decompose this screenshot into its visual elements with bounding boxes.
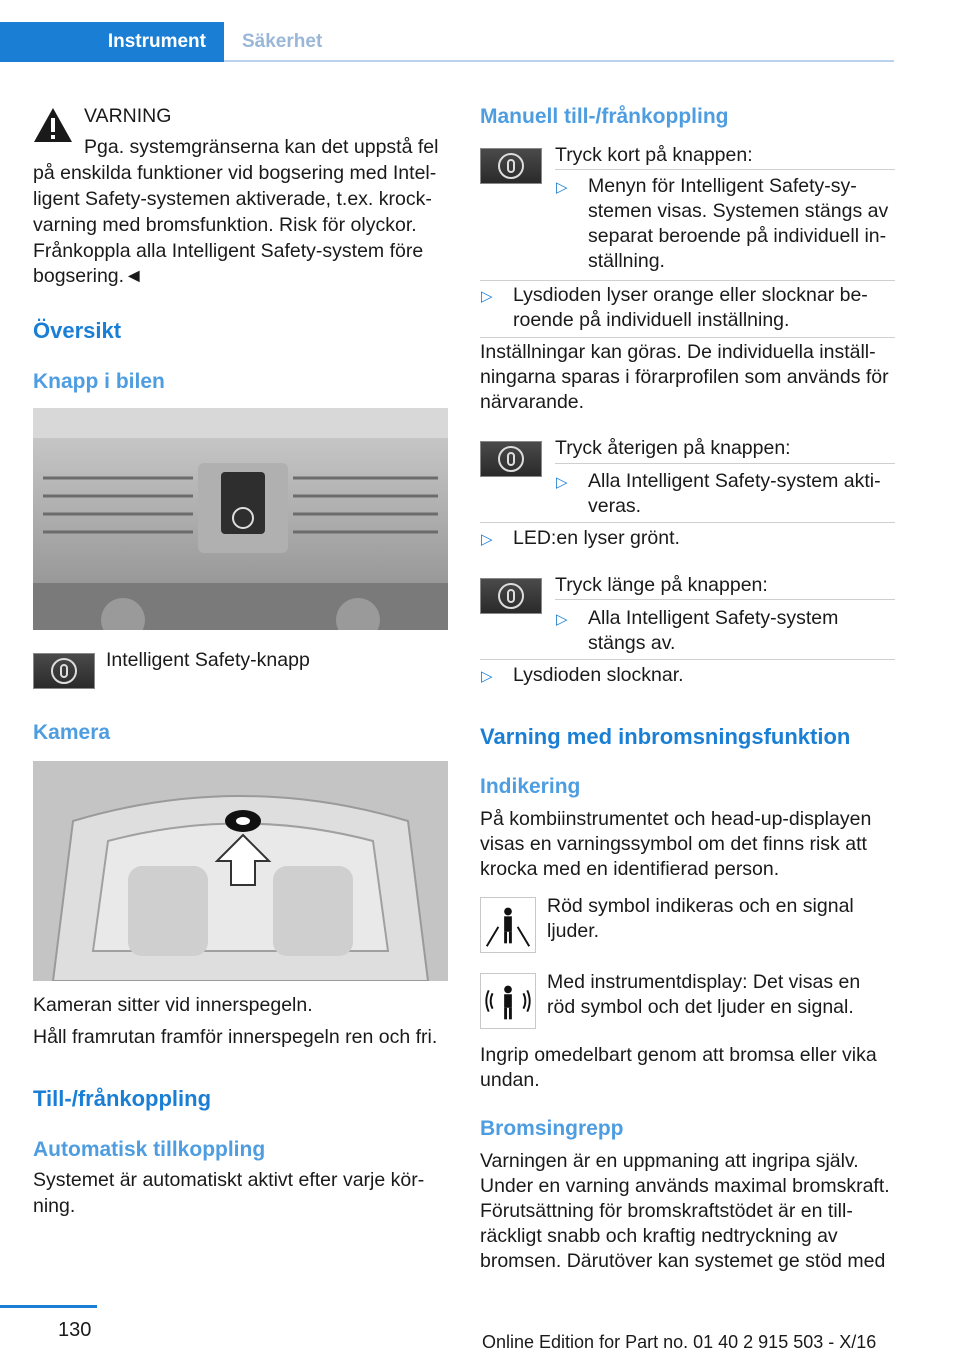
- pedestrian-signal-icon: [480, 973, 536, 1029]
- sym1-text: Röd symbol indikeras och en signal: [547, 895, 854, 917]
- step-text: Tryck länge på knappen:: [555, 574, 768, 596]
- warning-line: bogsering.◄: [33, 265, 144, 287]
- bullet-icon: ▷: [481, 288, 493, 305]
- camera-windshield-photo: [33, 761, 448, 981]
- bullet-icon: ▷: [481, 531, 493, 548]
- warning-line: på enskilda funktioner vid bogsering med Intel-: [33, 162, 437, 184]
- bullet-text: ställning.: [588, 250, 665, 272]
- broms-text: Varningen är en uppmaning att ingripa själv.: [480, 1150, 859, 1172]
- ingrip-text: undan.: [480, 1069, 540, 1091]
- intelligent-safety-button-icon: [33, 653, 95, 689]
- heading-automatisk-tillkoppling: Automatisk tillkoppling: [33, 1138, 266, 1161]
- edition-text: Online Edition for Part no. 01 40 2 915 503 - X/16: [482, 1332, 877, 1352]
- header-divider: [224, 60, 894, 62]
- step-text: Tryck kort på knappen:: [555, 144, 753, 166]
- bullet-text: roende på individuell inställning.: [513, 309, 790, 331]
- divider: [555, 599, 895, 600]
- bullet-icon: ▷: [556, 474, 568, 491]
- broms-text: Förutsättning för bromskraftstödet är en till-: [480, 1200, 853, 1222]
- settings-text: närvarande.: [480, 391, 585, 413]
- intelligent-safety-button-icon: [480, 578, 542, 614]
- heading-oversikt: Översikt: [33, 318, 122, 343]
- bullet-icon: ▷: [481, 668, 493, 685]
- divider: [480, 522, 895, 523]
- bullet-text: Menyn för Intelligent Safety-sy-: [588, 175, 857, 197]
- intelligent-safety-button-icon: [480, 441, 542, 477]
- warning-title: VARNING: [84, 105, 172, 127]
- warning-line: varning med bromsfunktion. Risk för olyckor.: [33, 214, 417, 236]
- bullet-text: Alla Intelligent Safety-system: [588, 607, 839, 629]
- warning-triangle-icon: [33, 107, 73, 143]
- divider: [555, 169, 895, 170]
- dashboard-button-photo: [33, 408, 448, 630]
- broms-text: bromsen. Därutöver kan systemet ge stöd med: [480, 1250, 886, 1272]
- indik-text: På kombiinstrumentet och head-up-displayen: [480, 808, 872, 830]
- divider: [480, 337, 895, 338]
- sym2-text: Med instrumentdisplay: Det visas en: [547, 971, 861, 993]
- warning-line: Pga. systemgränserna kan det uppstå fel: [84, 136, 439, 158]
- kamera-text: Håll framrutan framför innerspegeln ren och fri.: [33, 1026, 438, 1048]
- step-text: Tryck återigen på knappen:: [555, 437, 791, 459]
- sym1-text: ljuder.: [547, 920, 600, 942]
- bullet-text: LED:en lyser grönt.: [513, 527, 680, 549]
- heading-bromsingrepp: Bromsingrepp: [480, 1117, 624, 1140]
- pedestrian-warning-icon: [480, 897, 536, 953]
- divider: [555, 463, 895, 464]
- auto-text: ning.: [33, 1195, 76, 1217]
- bullet-text: separat beroende på individuell in-: [588, 225, 887, 247]
- warning-line: Frånkoppla alla Intelligent Safety-system före: [33, 240, 424, 262]
- bullet-text: veras.: [588, 495, 642, 517]
- page-number: 130: [58, 1319, 92, 1341]
- bullet-text: Lysdioden slocknar.: [513, 664, 684, 686]
- settings-text: ningarna sparas i förarprofilen som används för: [480, 366, 889, 388]
- warning-line: ligent Safety-systemen aktiverade, t.ex. krock-: [33, 188, 432, 210]
- tab-instrument[interactable]: Instrument: [0, 22, 224, 62]
- heading-knapp-i-bilen: Knapp i bilen: [33, 370, 165, 393]
- bullet-text: Alla Intelligent Safety-system akti-: [588, 470, 881, 492]
- broms-text: Under en varning används maximal bromskraft.: [480, 1175, 890, 1197]
- heading-till-frankoppling: Till-/frånkoppling: [33, 1086, 212, 1111]
- settings-text: Inställningar kan göras. De individuella inställ-: [480, 341, 876, 363]
- indik-text: visas en varningssymbol om det finns risk att: [480, 833, 867, 855]
- kamera-text: Kameran sitter vid innerspegeln.: [33, 994, 313, 1016]
- bullet-text: Lysdioden lyser orange eller slocknar be-: [513, 284, 868, 306]
- heading-varning-inbromsning: Varning med inbromsningsfunktion: [480, 724, 851, 749]
- auto-text: Systemet är automatiskt aktivt efter varje kör-: [33, 1169, 425, 1191]
- sym2-text: röd symbol och det ljuder en signal.: [547, 996, 854, 1018]
- divider: [480, 280, 895, 281]
- heading-indikering: Indikering: [480, 775, 581, 798]
- bullet-text: stängs av.: [588, 632, 676, 654]
- bullet-text: stemen visas. Systemen stängs av: [588, 200, 889, 222]
- ingrip-text: Ingrip omedelbart genom att bromsa eller vika: [480, 1044, 877, 1066]
- heading-kamera: Kamera: [33, 721, 111, 744]
- broms-text: räckligt snabb och kraftig nedtryckning av: [480, 1225, 838, 1247]
- divider: [480, 659, 895, 660]
- heading-manuell: Manuell till-/frånkoppling: [480, 105, 729, 128]
- intelligent-safety-button-icon: [480, 148, 542, 184]
- bullet-icon: ▷: [556, 179, 568, 196]
- indik-text: krocka med en identifierad person.: [480, 858, 780, 880]
- footer-accent-line: [0, 1305, 97, 1308]
- tab-sakerhet[interactable]: Säkerhet: [242, 31, 323, 52]
- knapp-caption: Intelligent Safety-knapp: [106, 649, 310, 671]
- bullet-icon: ▷: [556, 611, 568, 628]
